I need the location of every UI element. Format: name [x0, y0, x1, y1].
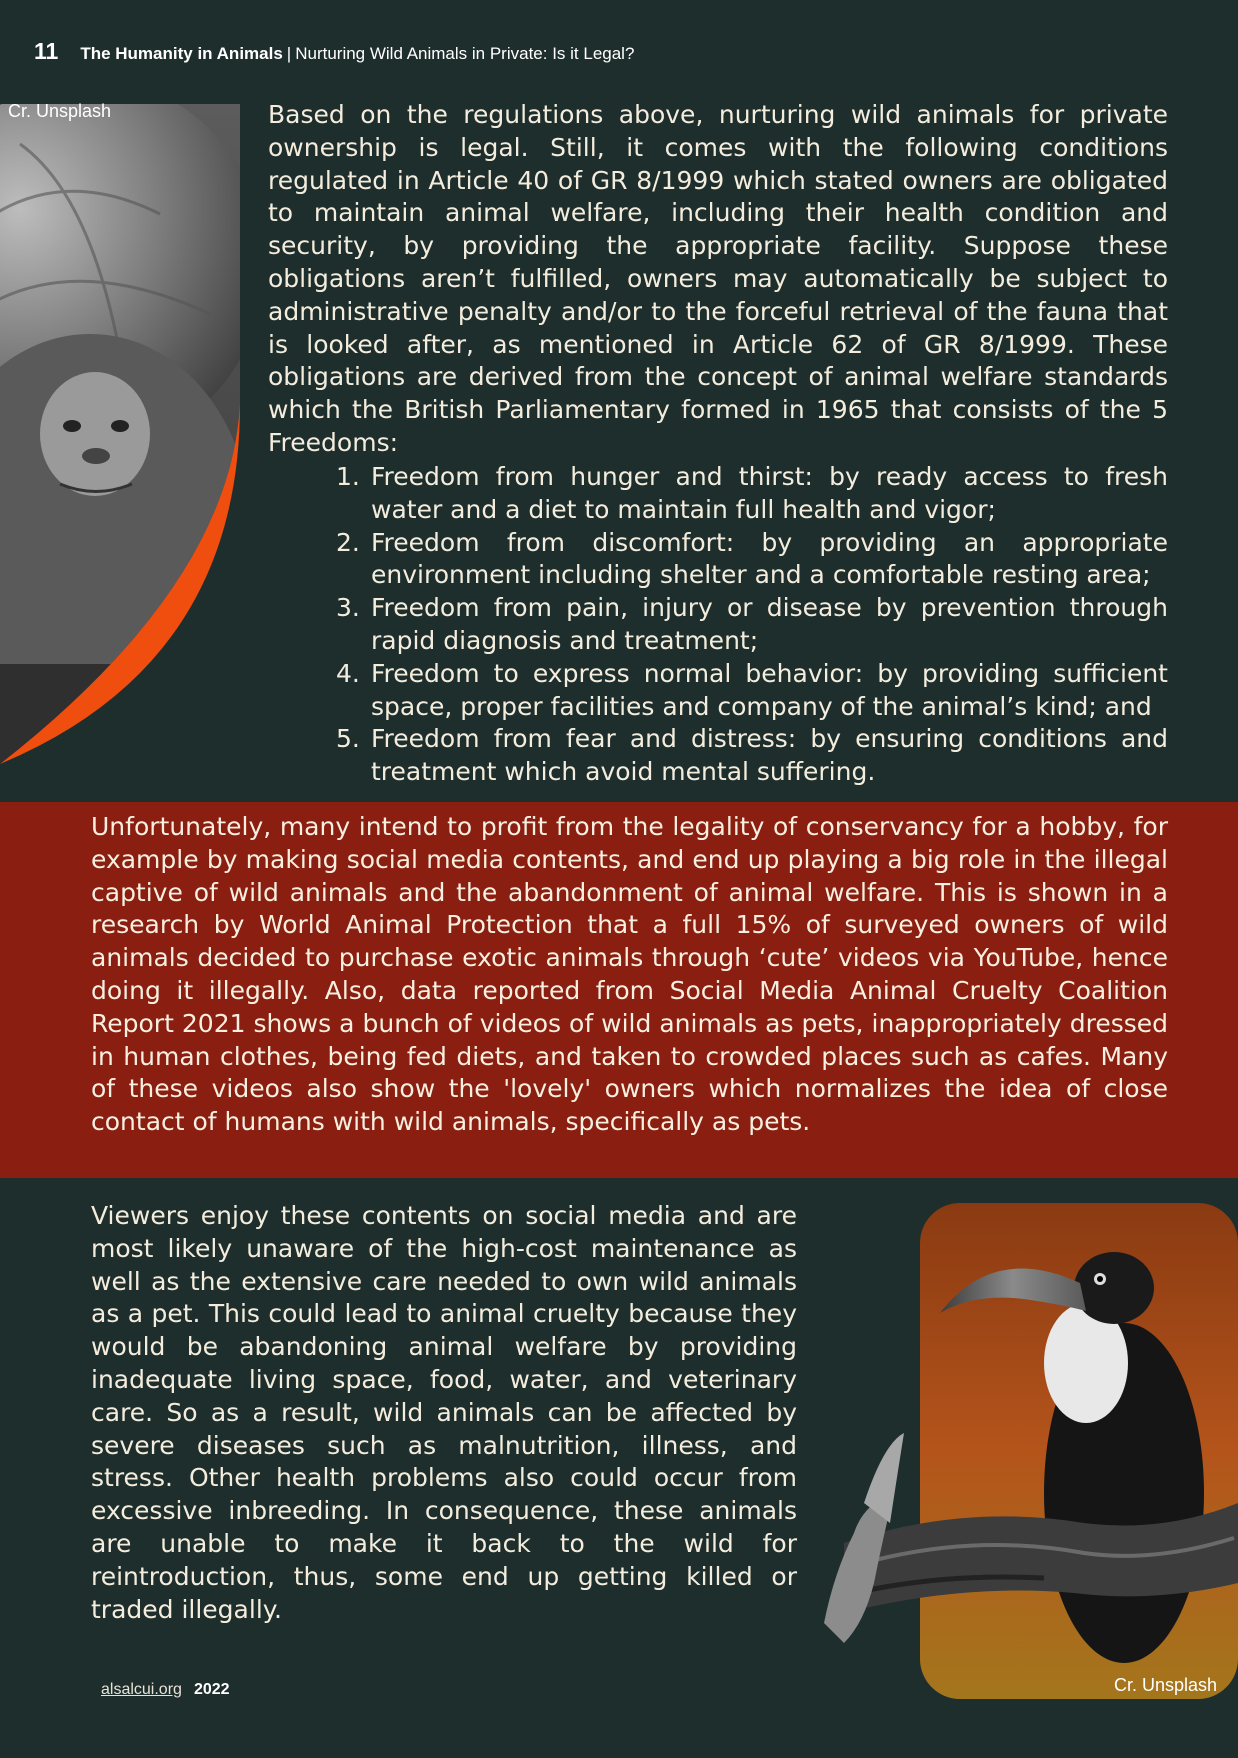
list-number: 3. — [336, 593, 360, 623]
list-number: 1. — [336, 462, 360, 491]
header-separator: | — [286, 44, 292, 63]
page-number: 11 — [34, 38, 59, 64]
list-item-text: Freedom from discomfort: by providing an appropriate environment including shelter and a comfortable resting area; — [371, 527, 1168, 590]
list-item — [336, 723, 1168, 789]
running-header — [34, 38, 634, 65]
paragraph-social-media-profit: Unfortunately, many intend to profit from the legality of conservancy for a hobby, for example by making social media contents, and end up playing a big role in the illegal captive of wild animals and the abandonment of animal welfare. This is shown in a research by World Animal Protection that a full 15% of surveyed owners of wild animals decided to purchase exotic animals through ‘cute’ videos via YouTube, hence doing it illegally. Also, data reported from Social Media Animal Cruelty Coalition Report 2021 shows a bunch of videos of wild animals as pets, inappropriately dressed in human clothes, being fed diets, and taken to crowded places such as cafes. Many of these videos also show the 'lovely' owners which normalizes the idea of close contact of humans with wild animals, specifically as pets. — [91, 812, 1168, 1137]
magazine-title: The Humanity in Animals — [80, 44, 283, 63]
list-number: 2. — [336, 527, 360, 557]
list-item — [336, 658, 1168, 724]
list-item-text: Freedom to express normal behavior: by providing sufficient space, proper facilities and company of the animal’s kind; and — [371, 658, 1168, 721]
tortoise-photo — [0, 104, 240, 764]
list-item-text: Freedom from pain, injury or disease by prevention through rapid diagnosis and treatment; — [371, 593, 1168, 655]
publication-year: 2022 — [193, 1681, 230, 1698]
list-number: 4. — [336, 658, 360, 688]
page-footer — [101, 1681, 230, 1699]
paragraph-regulations: Based on the regulations above, nurturing wild animals for private ownership is legal. Still, it comes with the following conditions regulated in Article 40 of GR 8/1999 which stated owners are obligated to maintain animal welfare, including their health condition and security, by providing the appropriate facility. Suppose these obligations aren’t fulfilled, owners may automatically be subject to administrative penalty and/or to the forceful retrieval of the fauna that is looked after, as mentioned in Article 62 of GR 8/1999. These obligations are derived from the concept of animal welfare standards which the British Parliamentary formed in 1965 that consists of the 5 Freedoms: — [268, 100, 1168, 457]
toucan-photo-credit: Cr. Unsplash — [1114, 1675, 1218, 1695]
list-item — [336, 592, 1168, 658]
list-number: 5. — [336, 724, 360, 754]
list-item-text: Freedom from hunger and thirst: by ready access to fresh water and a diet to maintain full health and vigor; — [371, 462, 1168, 524]
website-link[interactable]: alsalcui.org — [101, 1681, 182, 1698]
paragraph-viewers-unaware: Viewers enjoy these contents on social media and are most likely unaware of the high-cost maintenance as well as the extensive care needed to own wild animals as a pet. This could lead to animal cruelty because they would be abandoning animal welfare by providing inadequate living space, food, water, and veterinary care. So as a result, wild animals can be affected by severe diseases such as malnutrition, illness, and stress. Other health problems also could occur from excessive inbreeding. In consequence, these animals are unable to make it back to the wild for reintroduction, thus, some end up getting killed or traded illegally. — [91, 1201, 797, 1624]
tortoise-photo-credit: Cr. Unsplash — [8, 101, 112, 121]
list-item-text: Freedom from fear and distress: by ensuring conditions and treatment which avoid mental suffering. — [371, 724, 1168, 787]
article-title: Nurturing Wild Animals in Private: Is it Legal? — [295, 44, 635, 63]
list-item — [336, 461, 1168, 527]
toucan-photo — [824, 1203, 1238, 1699]
list-item — [336, 527, 1168, 593]
five-freedoms-list — [336, 461, 1168, 789]
